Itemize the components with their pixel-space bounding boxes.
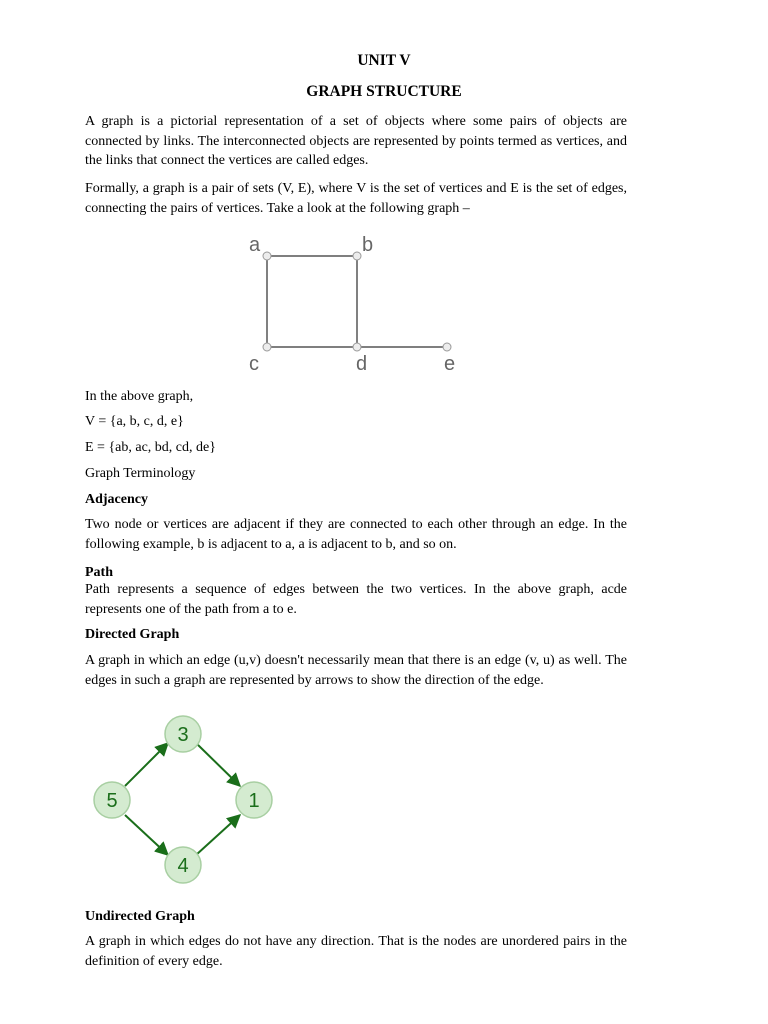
- paragraph-path: Path represents a sequence of edges between the two vertices. In the above graph, acde represents one of the path from a to e.: [85, 582, 627, 617]
- graph-figure-1: [240, 230, 470, 380]
- section-title: GRAPH STRUCTURE: [306, 83, 462, 100]
- directed-edge-3-1: [196, 743, 240, 786]
- label-a: a: [249, 234, 261, 256]
- heading-directed-graph: Directed Graph: [85, 627, 180, 642]
- paragraph-directed-graph: A graph in which an edge (u,v) doesn't necessarily mean that there is an edge (v, u) as well. The edges in such a graph are represented by arrows to show the direction of the edge.: [85, 653, 627, 688]
- vertex-a: [263, 252, 271, 260]
- paragraph-undirected-graph: A graph in which edges do not have any direction. That is the nodes are unordered pairs in the definition of every edge.: [85, 934, 627, 969]
- unit-title: UNIT V: [357, 52, 411, 69]
- line-above-graph: In the above graph,: [85, 389, 194, 404]
- vertex-d: [353, 343, 361, 351]
- heading-adjacency: Adjacency: [85, 492, 148, 507]
- heading-path: Path: [85, 565, 113, 580]
- label-e: e: [444, 353, 456, 375]
- label-c: c: [249, 353, 259, 375]
- label-d: d: [356, 353, 368, 375]
- line-e-set: E = {ab, ac, bd, cd, de}: [85, 440, 216, 455]
- node-label-3: 3: [177, 724, 189, 746]
- vertex-c: [263, 343, 271, 351]
- line-v-set: V = {a, b, c, d, e}: [85, 414, 184, 429]
- node-label-5: 5: [106, 790, 118, 812]
- line-graph-terminology: Graph Terminology: [85, 466, 196, 481]
- vertex-e: [443, 343, 451, 351]
- paragraph-intro: A graph is a pictorial representation of a set of objects where some pairs of objects are connected by links. The interconnected objects are represented by points termed as vertices, and the links that connect the vertices are called edges.: [85, 114, 627, 168]
- directed-edge-5-4: [125, 815, 168, 855]
- directed-edge-5-3: [125, 743, 168, 786]
- graph-figure-2: [85, 705, 295, 895]
- graph1-edges: [267, 256, 447, 347]
- paragraph-formal: Formally, a graph is a pair of sets (V, E), where V is the set of vertices and E is the set of edges, connecting the pairs of vertices. Take a look at the following graph –: [85, 181, 627, 216]
- directed-edge-4-1: [196, 815, 240, 855]
- node-label-1: 1: [248, 790, 260, 812]
- heading-undirected-graph: Undirected Graph: [85, 909, 195, 924]
- vertex-b: [353, 252, 361, 260]
- paragraph-adjacency: Two node or vertices are adjacent if they are connected to each other through an edge. In the following example, b is adjacent to a, a is adjacent to b, and so on.: [85, 517, 627, 552]
- graph2-edges: [125, 743, 240, 855]
- label-b: b: [362, 234, 374, 256]
- node-label-4: 4: [177, 855, 189, 877]
